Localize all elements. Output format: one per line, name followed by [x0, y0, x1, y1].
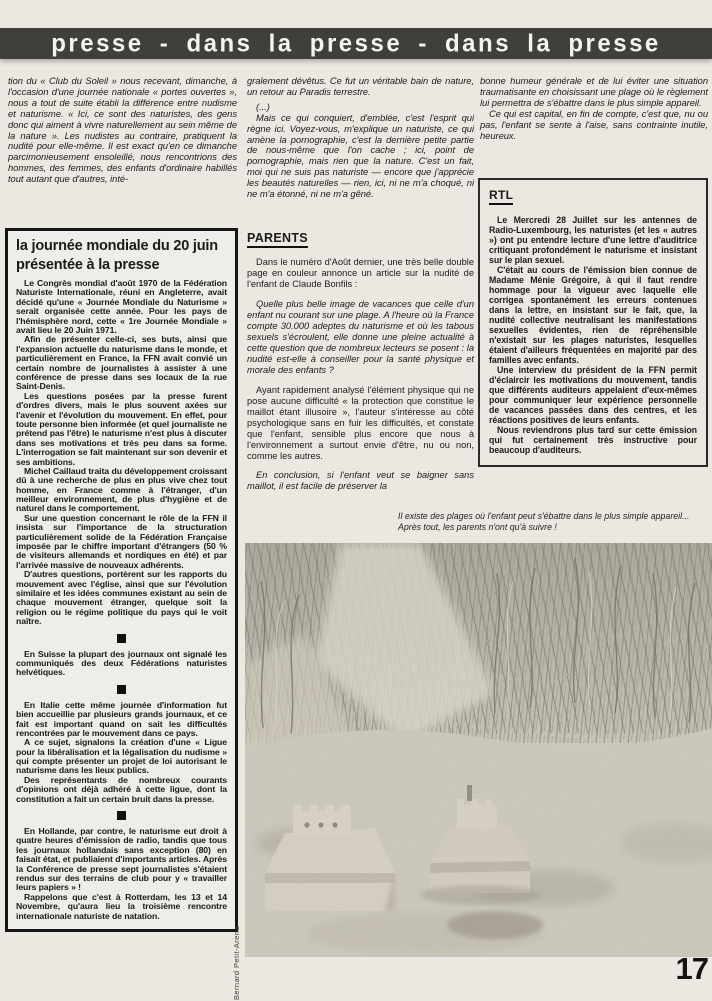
parents-paragraph: Dans le numéro d'Août dernier, une très belle double page en couleur annonce un article sur la nudité de l'enfant de Claude Bonfils : — [247, 257, 474, 289]
column-2-parents-section — [247, 229, 474, 492]
rtl-paragraph: C'était au cours de l'émission bien connue de Madame Ménie Grégoire, à qui il faut rendre hommage pour la vigueur avec laquelle elle corrigea spontanément les erreurs contenues dans la lettre, en insistant sur le fait, que, la nudité collective neutralisant les manifestations sexuelles évidentes, rien de répréhensible n'existait sur les plages naturistes, lesquelles étaient d'ailleurs fréquentées en majorité par des familles avec enfants. — [489, 265, 697, 366]
parents-quote-paragraph: Quelle plus belle image de vacances que celle d'un enfant nu courant sur une plage. A l'heure où la France compte 30.000 adeptes du naturisme et où les tabous sexuels s'écroulent, elle donne une pleine actualité à cette question que de nombreux lecteurs se posent : la nudité est-elle à conseiller pour la santé physique et morale des enfants ? — [247, 298, 474, 375]
article-paragraph: Des représentants de nombreux courants d'opinions ont déjà adhéré à cette ligue, dont la constitution a fait un certain bruit dans la presse. — [16, 774, 227, 804]
intro-paragraph: tion du « Club du Soleil » nous recevant, dimanche, à l'occasion d'une journée nationale « portes ouvertes », nous a tout de suite établi la différence entre nudisme et naturisme. « Ici, ce sont des naturistes, des gens donc qui aiment à vivre naturellement au sein même de la nature ». Les nudistes au contraire, pratiquent la nudité pour elle-même. Il est exact qu'en ce dimanche parcimonieusement ensoleillé, nous rencontrions des hommes, des femmes, des enfants d'ordinaire habillés tout autant que d'autres, inté- — [8, 75, 237, 185]
beach-photo — [245, 543, 712, 957]
article-paragraph: Afin de présenter celle-ci, ses buts, ainsi que l'expansion actuelle du naturisme dans le monde, et particulièrement en France, la FFN avait convié un certain nombre de journalistes à assister à une conférence de presse dans ses locaux de la rue Saint-Denis. — [16, 334, 227, 392]
quote-paragraph: bonne humeur générale et de lui éviter une situation traumatisante en choisissant une plage où le règlement lui permettra de s'ébattre dans le plus simple appareil. — [480, 75, 708, 108]
photo-caption-line1: Il existe des plages où l'enfant peut s'ébattre dans le plus simple appareil... — [398, 511, 690, 521]
article-paragraph: En Hollande, par contre, le naturisme eut droit à quatre heures d'émission de radio, tandis que tous les journaux hollandais sans exception (80) en faisait état, et publiaient d'importants articles. Après la Conférence de presse sept journalistes s'étaient rendus sur des terrains de club pour y « travailler leurs papiers » ! — [16, 826, 227, 893]
article-paragraph: Michel Caillaud traita du développement croissant dû à une recherche de plus en plus vive chez tout homme, en France comme à l'étranger, d'un meilleur environnement, de plus d'hygiène et de naturel dans le comportement. — [16, 465, 227, 514]
article-paragraph: Rappelons que c'est à Rotterdam, les 13 et 14 Novembre, qu'aura lieu la troisième rencontre internationale naturiste de natation. — [16, 891, 227, 921]
parents-paragraph: Ayant rapidement analysé l'élément physique qui ne pose aucune difficulté « la protection que constitue le maillot étant illusoire », l'auteur s'intéresse au côté psychologique sans en fuir les difficultés, et constate que l'enfant, sensible plus encore que nous à l'environnement a surtout envie d'être, nu ou non, comme les autres. — [247, 384, 474, 461]
column-1-intro — [8, 76, 237, 185]
quote-paragraph: Mais ce qui conquiert, d'emblée, c'est l'esprit qui règne ici. Voyez-vous, m'explique un naturiste, ce qui amène la pornographie, c'est la dernière petite partie de nous-même que l'on cache ; ici, point de pornographie, mais rien que la nature. C'est un fait, moi qui ne suis pas naturiste — encore que j'apprécie les beautés naturelles — rien, ici, ni ne m'a choqué, ni ne m'a étonné, ni ne m'a gêné. — [247, 111, 474, 200]
rtl-paragraph: Nous reviendrons plus tard sur cette émission qui fut certainement très instructive pour beaucoup d'auditeurs. — [489, 425, 697, 456]
article-paragraph: En Italie cette même journée d'information fut bien accueillie par plusieurs grands journaux, et ce fait est important quand on sait les difficultés rencontrées par le mouvement dans ce pays. — [16, 699, 227, 738]
article-paragraph: Sur une question concernant le rôle de la FFN il insista sur l'importance de la structuration particulièrement solide de la Fédération Française imposée par le chiffre important d'étrangers (50 % de visiteurs allemands et nordiques en été) et par l'arrivée massive de nouveaux adhérents. — [16, 512, 227, 570]
article-paragraph: A ce sujet, signalons la création d'une « Ligue pour la libéralisation et la légalisation du nudisme » qui compte présenter un projet de loi autorisant le naturisme dans les lieux publics. — [16, 737, 227, 776]
framed-article-title: la journée mondiale du 20 juin présentée à la presse — [16, 238, 218, 273]
column-2-quote — [247, 76, 474, 200]
photo-credit: Bernard Petit-Arena — [232, 926, 241, 1000]
square-divider — [117, 685, 126, 694]
parents-heading: PARENTS — [247, 231, 308, 248]
quote-paragraph: gralement dévêtus. Ce fut un véritable bain de nature, un retour au Paradis terrestre. — [247, 75, 474, 97]
photo-caption — [398, 511, 710, 534]
quote-paragraph: (...) — [256, 100, 270, 112]
photo-grain-overlay — [245, 543, 712, 957]
column-3-quote — [480, 76, 708, 141]
article-paragraph: Les questions posées par la presse furent d'ordres divers, mais le plus souvent axées sur l'avenir et l'évolution du mouvement. En effet, pour toute personne bien informée (et quel journaliste ne prétend pas l'être) le naturisme n'est plus à discuter dans ses motivations et très peu dans sa forme. L'interrogation se fait maintenant sur son devenir et ses ambitions. — [16, 390, 227, 467]
rtl-paragraph: Une interview du président de la FFN permit d'éclaircir les motivations du mouvement, tandis que différents auditeurs appelaient d'eux-mêmes pour communiquer leur expérience personnelle de vacances passées dans des centres, et les réactions positives de leurs enfants. — [489, 365, 697, 426]
photo-caption-line2: Après tout, les parents n'ont qu'à suivre ! — [398, 522, 557, 533]
article-paragraph: En Suisse la plupart des journaux ont signalé les communiqués des deux Fédérations naturistes helvétiques. — [16, 648, 227, 678]
square-divider — [117, 811, 126, 820]
article-paragraph: Le Congrès mondial d'août 1970 de la Fédération Naturiste Internationale, réuni en Angleterre, avait décidé qu'une « Journée Mondiale du Naturisme » serait organisée cette année. Pour les pays de l'hémisphère nord, cette « 1re Journée Mondiale » avait lieu le 20 Juin 1971. — [16, 278, 227, 336]
quote-paragraph: Ce qui est capital, en fin de compte, c'est que, nu ou pas, l'enfant se sente à l'aise, sans contrainte inutile, heureux. — [480, 107, 708, 141]
rtl-paragraph: Le Mercredi 28 Juillet sur les antennes de Radio-Luxembourg, les naturistes (et les « autres ») ont pu entendre lecture d'une lettre d'auditrice critiquant profondément le naturisme et insistant sur le plan sexuel. — [489, 215, 697, 266]
rtl-heading: RTL — [489, 188, 513, 205]
header-banner-text: presse - dans la presse - dans la presse — [51, 28, 661, 58]
article-paragraph: D'autres questions, portèrent sur les rapports du mouvement avec l'église, ainsi que sur l'évolution similaire et les idées communes existant au sein de chaque mouvement étranger, quelque soit la religion ou le régime politique du pays qui le voit naître. — [16, 569, 227, 627]
page-number: 17 — [675, 951, 708, 986]
rtl-framed-section — [478, 178, 708, 467]
parents-quote-paragraph: En conclusion, si l'enfant veut se baigner sans maillot, il est facile de préserver la — [247, 470, 474, 492]
square-divider — [117, 634, 126, 643]
framed-article-journee-mondiale — [5, 228, 238, 932]
header-banner — [0, 28, 712, 59]
